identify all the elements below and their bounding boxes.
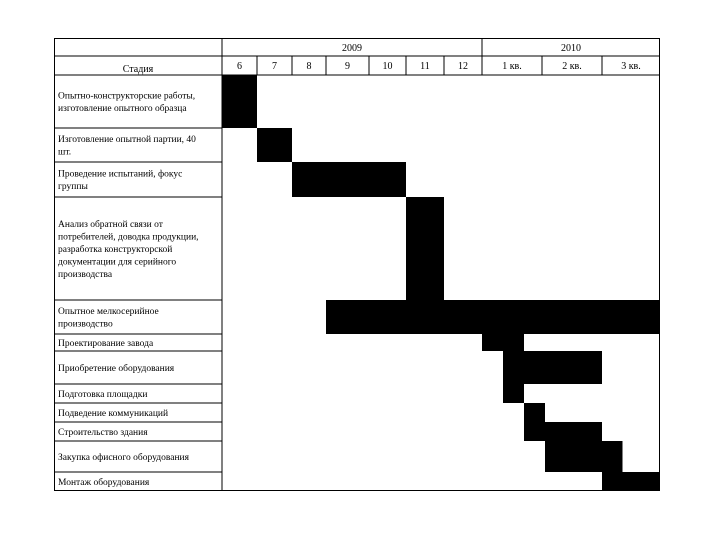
task-label: Закупка офисного оборудования <box>58 452 189 463</box>
task-bar <box>326 300 660 334</box>
period-label: 7 <box>272 61 277 72</box>
task-bar <box>524 403 545 422</box>
task-bar <box>406 197 444 300</box>
task-bar <box>545 441 622 472</box>
task-label: Изготовление опытной партии, 40 <box>58 135 196 145</box>
task-label: разработка конструкторской <box>58 244 173 255</box>
task-bar <box>602 472 660 491</box>
task-label: Опытно-конструкторские работы, <box>58 91 196 102</box>
task-label: Строительство здания <box>58 427 148 438</box>
year-label: 2009 <box>342 43 362 54</box>
task-bar <box>292 162 406 197</box>
period-label: 3 кв. <box>621 61 641 72</box>
task-bar <box>257 128 292 162</box>
task-bar <box>503 351 602 384</box>
period-label: 9 <box>345 61 350 72</box>
period-label: 10 <box>382 61 393 72</box>
task-label: потребителей, доводка продукции, <box>58 232 199 243</box>
task-label: группы <box>58 182 88 192</box>
period-label: 2 кв. <box>562 61 582 72</box>
task-label: Опытное мелкосерийное <box>58 307 159 317</box>
task-label: Анализ обратной связи от <box>58 219 163 230</box>
task-label: шт. <box>58 147 72 158</box>
task-label: Приобретение оборудования <box>58 363 175 374</box>
task-label: изготовление опытного образца <box>58 104 187 114</box>
period-label: 1 кв. <box>502 61 522 72</box>
task-label: производство <box>58 319 113 330</box>
period-label: 12 <box>458 61 468 72</box>
period-label: 8 <box>306 61 312 72</box>
task-label: производства <box>58 269 113 280</box>
task-label: Проведение испытаний, фокус <box>58 169 183 180</box>
task-label: Подведение коммуникаций <box>58 408 169 419</box>
period-label: 6 <box>237 61 242 72</box>
task-label: Подготовка площадки <box>58 389 148 400</box>
task-label: Монтаж оборудования <box>58 477 150 488</box>
task-label: документации для серийного <box>58 257 177 268</box>
task-bar <box>482 334 524 351</box>
task-bar <box>524 422 602 441</box>
year-label: 2010 <box>561 43 581 54</box>
task-label: Проектирование завода <box>58 338 154 349</box>
task-bar <box>222 75 257 128</box>
stage-header: Стадия <box>122 64 154 75</box>
task-bar <box>503 384 524 403</box>
period-label: 11 <box>420 61 430 72</box>
